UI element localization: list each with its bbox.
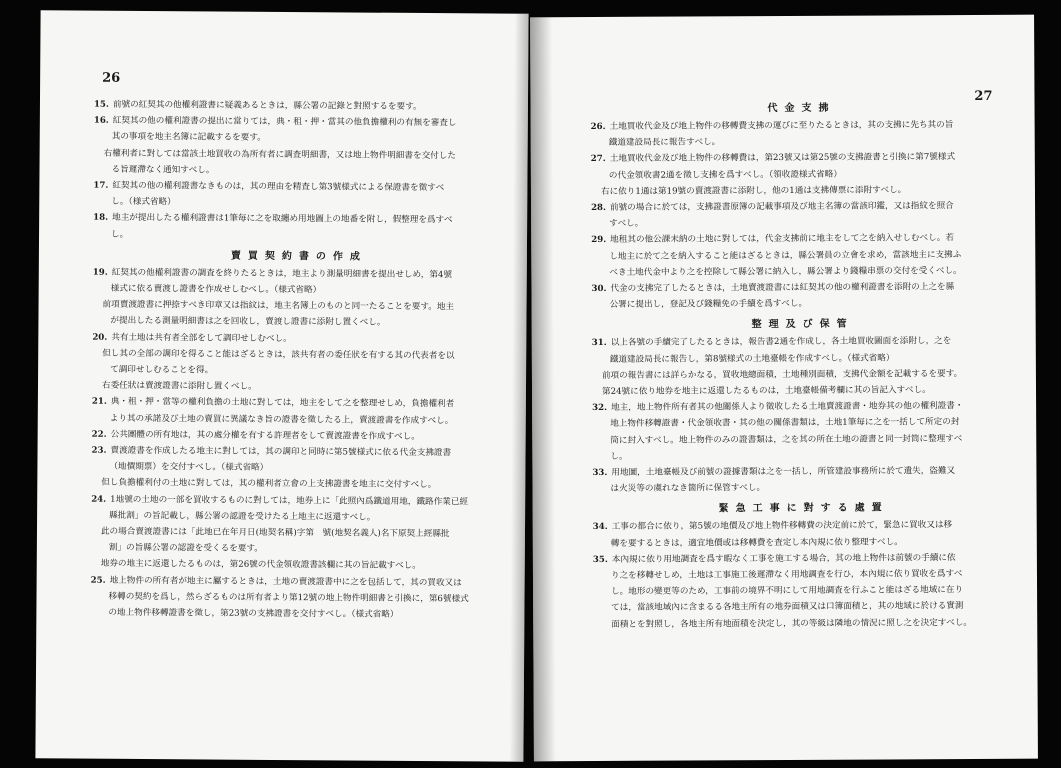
section-heading: 整理及び保管: [751, 319, 854, 331]
gutter-shadow: [530, 17, 556, 761]
continuation-line: 地上物件移轉證書・代金領收書・其の他の關係書類は，土地1筆毎に之を一括して所定の封: [610, 417, 960, 430]
article-item: [591, 117, 1013, 135]
article-item: [592, 333, 1014, 351]
article-item: [93, 210, 505, 229]
continuation-line: 公署に提出し，登記及び錢糧免の手續を爲すべし。: [609, 299, 808, 311]
article-item: [591, 279, 1013, 297]
article-item: [593, 517, 1015, 535]
continuation-line: より其の承諾及び土地の賣買に異議なき旨の證書を徵したる上，賣渡證書を作成すべし。: [109, 413, 454, 426]
sub-paragraph: 但し其の全部の調印を得ること能はざるときは，該共有者の委任狀を有する其の代表者を以: [102, 348, 455, 362]
article-item: [591, 149, 1013, 167]
article-text: 前號の紅契其の他權利證書に疑義あるときは，縣公署の記錄と對照するを要す。: [112, 99, 422, 112]
article-text: 賣渡證書を作成したる地主に對しては，其の調印と同時に第5號様式に依る代金支拂證書: [110, 445, 452, 459]
continuation-line: の地上物件移轉證書を徵し，第23號の支拂證書を交付すべし。（様式省略）: [108, 607, 399, 620]
article-text: 地主が提出したる權利證書は1筆毎に之を取纏め用地圖上の地番を附し，假整理を爲すべ: [112, 213, 453, 226]
continuation-line: 鐵道建設局長に報告し，第8號様式の土地臺帳を作成すべし。（様式省略）: [609, 353, 895, 365]
sub-paragraph: 第24號に依り地券を地主に返還したるものは，土地臺帳備考欄に其の旨記入すべし。: [601, 385, 931, 397]
article-number: 22.: [91, 429, 107, 440]
sub-paragraph: 右委任狀は賣渡證書に添附し置くべし。: [101, 380, 257, 393]
continuation-line: の代金領收書2通を徵し支拂を爲すべし。（領收證様式省略）: [608, 169, 842, 181]
continuation-line: べき土地代金中より之を控除して縣公署に納入し，縣公署より錢糧串票の交付を受くべし。: [609, 265, 962, 278]
article-number: 28.: [591, 202, 607, 214]
article-number: 27.: [590, 154, 606, 165]
continuation-line: る旨遲滯なく通知すべし。: [111, 164, 215, 176]
continuation-line: し。（様式省略）: [111, 197, 176, 208]
article-text: 以上各號の手續完了したるときは，報告書2通を作成し，各土地買收圖面を添附し，之を: [610, 336, 952, 349]
article-text: 地主，地上物件所有者其の他關係人より徵收したる土地賣渡證書・地券其の他の權利證書・: [611, 401, 964, 414]
article-text: 紅契其の他權利證書の調査を終りたるときは，地主より測量明細書を提出せしめ，第4號: [111, 267, 453, 281]
article-text: 地租其の他公課未納の土地に對しては，代金支拂前に地主をして之を納入せしむべし。若: [610, 233, 954, 246]
continuation-line: が提出したる測量明細書は之を回收し，賣渡し證書に添附し置くべし。: [110, 316, 386, 329]
article-text: 共有土地は共有者全部をして調印せしむべし。: [111, 332, 292, 344]
article-text: 公共團體の所有地は，其の處分權を有する許理者をして賣渡證書を作成すべし。: [110, 429, 420, 442]
sub-paragraph: 但し負擔權利付の土地に對しては，其の權利者立會の上支拂證書を地主に交付すべし。: [101, 478, 437, 491]
continuation-line: ては，當該地域內に含まるる各地主所有の地券面積又は口簿面積と，其の地域に於ける實測: [611, 601, 964, 614]
continuation-line: 割」の旨縣公署の認證を受くるを要す。: [108, 543, 263, 555]
sub-paragraph: 此の場合賣渡證書には「此地已在年月日(地契名稱)字第 號(地契名義人)名下原契上經縣批: [100, 526, 450, 540]
continuation-line: （地價期票）を交付すべし。（様式省略）: [109, 462, 269, 474]
article-number: 24.: [91, 494, 107, 505]
article-number: 18.: [93, 213, 109, 224]
continuation-line: 筒に封入すべし。地上物件のみの證書類は，之を其の所在土地の證書と同一封筒に整理すべ: [610, 433, 963, 446]
continuation-line: し地主に於て之を納入すること能はざるときは，縣公署員の立會を求め，當該地主に支拂ふ: [609, 249, 962, 262]
sub-paragraph: 地券の地主に返還したるものは，第26號の代金領收證書該欄に其の旨記載すべし。: [100, 559, 421, 572]
article-number: 34.: [592, 522, 608, 533]
article-number: 30.: [591, 283, 607, 295]
article-number: 33.: [592, 467, 608, 479]
continuation-line: し。地形の變更等のため，工事前の境界不明にして用地調査を行ふこと能はざる地域に在り: [611, 585, 964, 598]
gutter-shadow: [509, 14, 528, 762]
continuation-line: 面積とを對照し，各地主所有地面積を決定し，其の等級は隣地の情況に照し之を決定すべし。: [611, 617, 973, 630]
article-text: 1地號の土地の一部を買收するものに對しては，地券上に「此照內爲鐵道用地，鐵路作業已經: [110, 494, 469, 507]
article-item: [591, 230, 1013, 248]
article-number: 32.: [592, 403, 608, 414]
continuation-line: 鐵道建設局長に報告すべし。: [608, 137, 721, 149]
continuation-line: て調印せしむることを得。: [110, 364, 214, 376]
right-page: [530, 15, 1038, 762]
article-item: [592, 463, 1014, 481]
article-number: 23.: [91, 445, 107, 456]
sub-paragraph: 右に依り1通は第19號の賣渡證書に添附し，他の1通は支拂傳票に添附すべし。: [600, 185, 907, 197]
continuation-line: し。: [111, 229, 129, 240]
article-number: 19.: [92, 267, 108, 278]
page-number: 26: [102, 70, 121, 86]
article-number: 29.: [591, 235, 607, 246]
continuation-line: 轉を要するときは，適宜地價或は移轉費を査定し本內規に依り整理すべし。: [610, 537, 903, 549]
article-text: 紅契其の他の權利證書なきものは，其の理由を精査し第3號様式による保證書を徵すべ: [112, 180, 445, 194]
article-text: 工事の都合に依り，第5號の地價及び地上物件移轉費の決定前に於て，緊急に買收又は移: [611, 520, 953, 533]
article-number: 35.: [592, 554, 608, 565]
continuation-line: り之を移轉せしめ，土地は工事施工後遲滯なく用地調査を行ひ，本內規に依り買收を爲すべ: [610, 569, 963, 581]
article-text: 土地買收代金及び地上物件の移轉費は，第23號又は第25號の支拂證書と引換に第7號様式: [609, 152, 956, 165]
article-text: 地上物件の所有者が地主に屬するときは，土地の賣渡證書中に之を包括して，其の買收又は: [109, 575, 462, 588]
right-page-body: [590, 98, 1015, 633]
sub-paragraph: 前項の報告書には詳らかなる，買收地總面積，土地種別面積，支拂代金額を記載するを要す。: [601, 368, 963, 381]
article-text: 前號の場合に於ては，支拂證書原簿の記載事項及び地主名簿の當該印鑑，又は指紋を照合: [609, 201, 954, 213]
article-number: 25.: [90, 575, 106, 586]
continuation-line: 移轉の契約を爲し，然らざるものは所有者より第12號の地上物件明細書と引換に，第6號様式: [108, 591, 469, 605]
article-text: 代金の支拂完了したるときは，土地賣渡證書には紅契其の他の權利證書を添附の上之を縣: [610, 282, 955, 294]
article-item: [591, 198, 1013, 216]
sub-paragraph: 前項賣渡證書に押捺すべき印章又は指紋は，地主名簿上のものと同一たることを要す。地主: [102, 299, 455, 313]
section-heading: 代金支拂: [767, 102, 836, 115]
article-number: 15.: [93, 99, 109, 110]
left-page: [35, 10, 528, 761]
article-number: 17.: [93, 180, 109, 191]
left-page-body: [90, 97, 506, 624]
article-number: 20.: [92, 332, 108, 343]
article-text: 典・租・押・當等の權利負擔の土地に對しては，地主をして之を整理せしめ，負擔權利者: [110, 397, 455, 410]
article-number: 26.: [590, 121, 606, 133]
article-number: 21.: [91, 397, 107, 408]
article-text: 紅契其の他の權利證書の提出に當りては，典・租・押・當其の他負擔權利の有無を審査し: [112, 116, 457, 129]
sub-paragraph: 右權利者に對しては當該土地買收の為所有者に調査明細書，又は地上物件明細書を交付した: [103, 148, 457, 161]
article-text: 土地買收代金及び地上物件の移轉費支拂の運びに至りたるときは，其の支拂に先ち其の旨: [609, 120, 954, 132]
article-text: 用地圖，土地臺帳及び前號の證據書類は之を一括し，所管建設事務所に於て遺失，盜難又: [611, 466, 956, 478]
section-heading: 賣買契約書の作成: [230, 250, 367, 263]
article-text: 本內規に依り用地調査を爲す暇なく工事を施工する場合，其の地上物件は前號の手續に依: [611, 552, 956, 565]
continuation-line: すべし。: [609, 218, 644, 230]
section-heading: 緊急工事に對する處置: [718, 502, 889, 515]
article-number: 16.: [93, 115, 109, 126]
continuation-line: 様式に依る賣渡し證書を作成せしむべし。（様式省略）: [110, 283, 322, 296]
article-number: 31.: [591, 338, 607, 349]
continuation-line: 縣批割」の旨記載し，縣公署の認證を受けたる上地主に返還すべし。: [109, 510, 376, 523]
page-number: 27: [974, 88, 993, 104]
continuation-line: は火災等の虞れなき箇所に保管すべし。: [610, 483, 766, 495]
continuation-line: し。: [610, 451, 628, 462]
continuation-line: 其の事項を地主名簿に記載するを要す。: [111, 132, 266, 144]
